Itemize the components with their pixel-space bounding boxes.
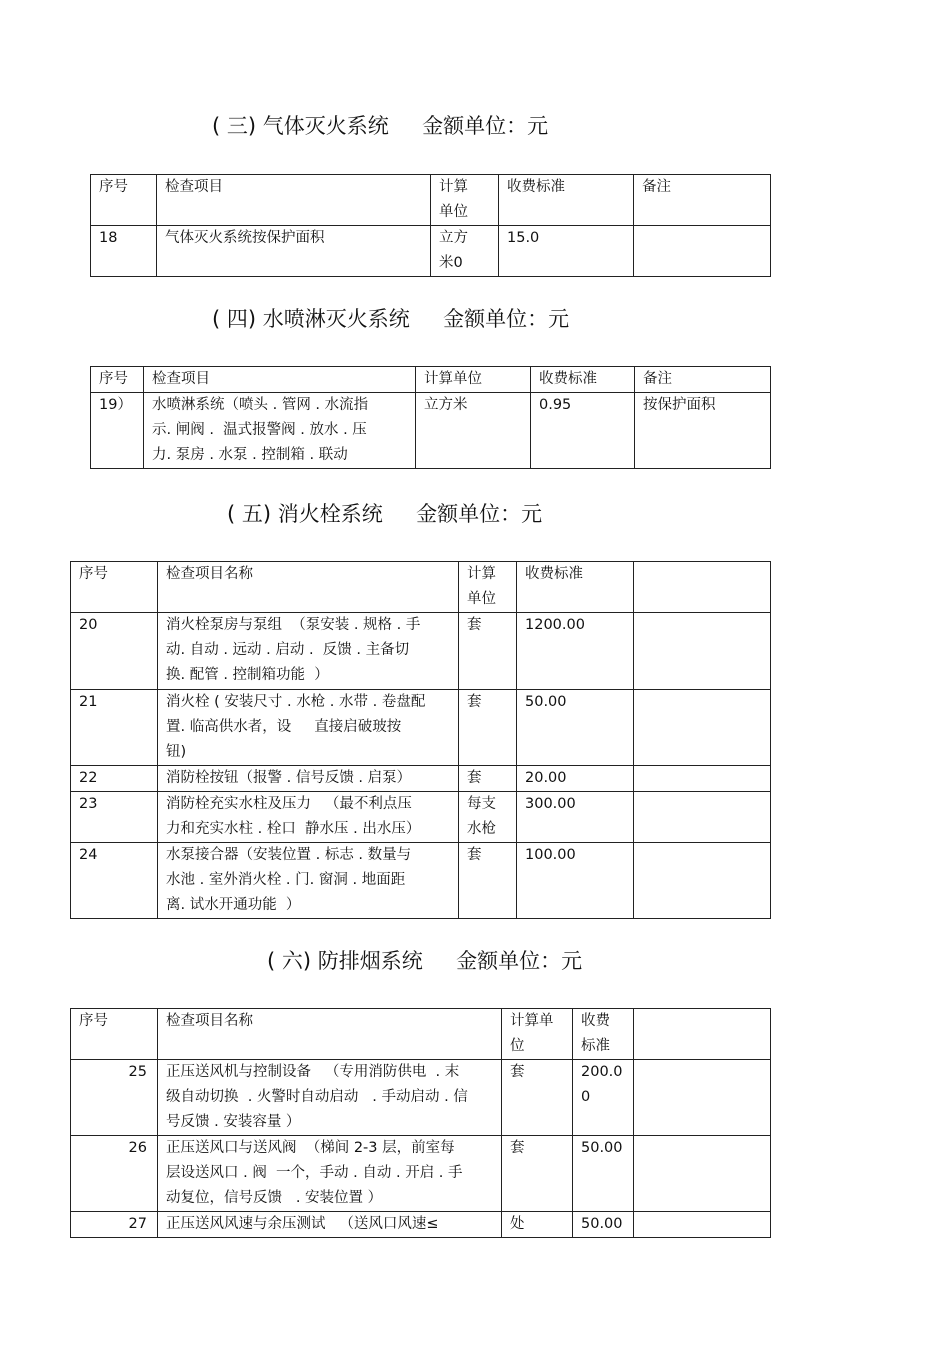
header-cell: 计算 单位	[431, 175, 499, 226]
cell-item: 正压送风机与控制设备 （专用消防供电 . 末 级自动切换 . 火警时自动启动 . 手动启动 . 信 号反馈 . 安装容量 ）	[158, 1060, 502, 1136]
cell-item: 水喷淋系统（喷头 . 管网 . 水流指 示. 闸阀 . 温式报警阀 . 放水 . 压 力. 泵房 . 水泵 . 控制箱 . 联动	[144, 393, 416, 469]
cell-fee: 50.00	[517, 690, 634, 766]
table-row	[71, 843, 771, 919]
cell-fee: 200.0 0	[573, 1060, 634, 1136]
cell-index: 23	[71, 792, 158, 843]
cell-item: 正压送风风速与余压测试 （送风口风速≤	[158, 1212, 502, 1238]
table-row	[71, 1060, 771, 1136]
cell-fee: 300.00	[517, 792, 634, 843]
table-header-row	[71, 562, 771, 613]
table-header-row	[71, 1009, 771, 1060]
header-cell: 备注	[634, 175, 771, 226]
section5-heading: ( 五) 消火栓系统 金额单位：元	[227, 502, 543, 526]
section3-heading: ( 三) 气体灭火系统 金额单位：元	[212, 114, 549, 138]
cell-index: 22	[71, 766, 158, 792]
table-header-row	[91, 175, 771, 226]
header-cell: 序号	[91, 367, 144, 393]
cell-fee: 15.0	[499, 226, 634, 277]
table-row	[71, 766, 771, 792]
cell-note: 按保护面积	[635, 393, 771, 469]
cell-unit: 套	[502, 1060, 573, 1136]
cell-index: 24	[71, 843, 158, 919]
cell-note	[634, 690, 771, 766]
cell-note	[634, 843, 771, 919]
header-cell	[634, 562, 771, 613]
header-cell: 检查项目名称	[158, 562, 459, 613]
cell-unit: 立方 米0	[431, 226, 499, 277]
table-row	[71, 613, 771, 690]
cell-item: 消火栓 ( 安装尺寸 . 水枪 . 水带 . 卷盘配 置. 临高供水者，设 直接启破玻按 钮)	[158, 690, 459, 766]
cell-item: 消火栓泵房与泵组 （泵安装 . 规格 . 手 动. 自动 . 远动 . 启动 . 反馈 . 主备切 换. 配管 . 控制箱功能 ）	[158, 613, 459, 690]
cell-item: 水泵接合器（安装位置 . 标志 . 数量与 水池 . 室外消火栓 . 门. 窗洞 . 地面距 离. 试水开通功能 ）	[158, 843, 459, 919]
cell-item: 正压送风口与送风阀 （梯间 2-3 层，前室每 层设送风口 . 阀 一个，手动 . 自动 . 开启 . 手 动复位，信号反馈 . 安装位置 ）	[158, 1136, 502, 1212]
section4-table	[90, 366, 771, 469]
table-header-row	[91, 367, 771, 393]
cell-fee: 50.00	[573, 1136, 634, 1212]
cell-unit: 套	[459, 766, 517, 792]
cell-unit: 套	[459, 843, 517, 919]
header-cell: 收费 标准	[573, 1009, 634, 1060]
cell-index: 19）	[91, 393, 144, 469]
table-row	[71, 792, 771, 843]
cell-fee: 50.00	[573, 1212, 634, 1238]
cell-note	[634, 792, 771, 843]
cell-note	[634, 613, 771, 690]
cell-unit: 处	[502, 1212, 573, 1238]
header-cell	[634, 1009, 771, 1060]
cell-note	[634, 226, 771, 277]
header-cell: 计算单位	[416, 367, 531, 393]
cell-note	[634, 1060, 771, 1136]
cell-unit: 套	[459, 613, 517, 690]
cell-index: 18	[91, 226, 157, 277]
section4-heading: ( 四) 水喷淋灭火系统 金额单位：元	[212, 307, 570, 331]
cell-fee: 1200.00	[517, 613, 634, 690]
header-cell: 检查项目	[144, 367, 416, 393]
header-cell: 收费标准	[517, 562, 634, 613]
header-cell: 计算 单位	[459, 562, 517, 613]
table-row	[71, 690, 771, 766]
header-cell: 检查项目名称	[158, 1009, 502, 1060]
header-cell: 序号	[91, 175, 157, 226]
cell-fee: 100.00	[517, 843, 634, 919]
header-cell: 收费标准	[531, 367, 635, 393]
table-row	[91, 226, 771, 277]
table-row	[71, 1212, 771, 1238]
header-cell: 备注	[635, 367, 771, 393]
cell-note	[634, 1212, 771, 1238]
cell-index: 26	[71, 1136, 158, 1212]
cell-note	[634, 1136, 771, 1212]
cell-item: 消防栓充实水柱及压力 （最不利点压 力和充实水柱 . 栓口 静水压 . 出水压）	[158, 792, 459, 843]
cell-unit: 立方米	[416, 393, 531, 469]
cell-index: 25	[71, 1060, 158, 1136]
header-cell: 序号	[71, 1009, 158, 1060]
section6-heading: ( 六) 防排烟系统 金额单位：元	[267, 949, 583, 973]
header-cell: 序号	[71, 562, 158, 613]
cell-unit: 每支 水枪	[459, 792, 517, 843]
cell-fee: 0.95	[531, 393, 635, 469]
cell-note	[634, 766, 771, 792]
section6-table	[70, 1008, 771, 1238]
table-row	[71, 1136, 771, 1212]
header-cell: 计算单 位	[502, 1009, 573, 1060]
section5-table	[70, 561, 771, 919]
cell-index: 27	[71, 1212, 158, 1238]
header-cell: 检查项目	[157, 175, 431, 226]
cell-unit: 套	[502, 1136, 573, 1212]
cell-item: 消防栓按钮（报警 . 信号反馈 . 启泵）	[158, 766, 459, 792]
cell-item: 气体灭火系统按保护面积	[157, 226, 431, 277]
cell-index: 21	[71, 690, 158, 766]
header-cell: 收费标准	[499, 175, 634, 226]
table-row	[91, 393, 771, 469]
cell-fee: 20.00	[517, 766, 634, 792]
cell-unit: 套	[459, 690, 517, 766]
section3-table	[90, 174, 771, 277]
cell-index: 20	[71, 613, 158, 690]
